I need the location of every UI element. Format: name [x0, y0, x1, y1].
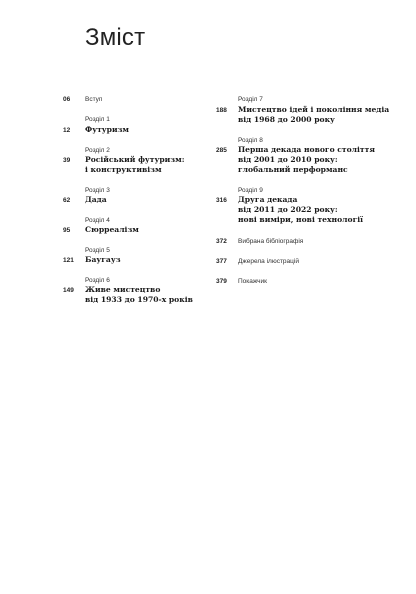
- toc-item-title[interactable]: Джерела ілюстрацій: [238, 258, 299, 265]
- toc-chapter-label: Розділ 5: [85, 247, 110, 254]
- toc-chapter-title[interactable]: Футуризм: [85, 125, 130, 134]
- toc-page-number: 06: [63, 96, 71, 103]
- toc-chapter-label: Розділ 8: [238, 137, 263, 144]
- toc-page-number: 12: [63, 127, 71, 134]
- toc-chapter-title[interactable]: Друга декада: [238, 195, 298, 204]
- toc-item-title[interactable]: Вступ: [85, 96, 103, 103]
- toc-chapter-label: Розділ 2: [85, 147, 110, 154]
- toc-page-number: 149: [63, 287, 74, 294]
- toc-page-number: 372: [216, 238, 227, 245]
- toc-chapter-title[interactable]: від 2011 до 2022 року:: [238, 205, 338, 214]
- toc-page-number: 379: [216, 278, 227, 285]
- toc-item-title[interactable]: Покажчик: [238, 278, 268, 285]
- toc-chapter-title[interactable]: глобальний перформанс: [238, 165, 348, 174]
- toc-chapter-title[interactable]: Мистецтво ідей і покоління медіа: [238, 105, 390, 114]
- toc-chapter-label: Розділ 6: [85, 277, 110, 284]
- toc-chapter-label: Розділ 7: [238, 96, 263, 103]
- toc-chapter-title[interactable]: Російський футуризм:: [85, 155, 185, 164]
- toc-chapter-title[interactable]: нові виміри, нові технології: [238, 215, 364, 224]
- toc-chapter-title[interactable]: Живе мистецтво: [85, 285, 161, 294]
- toc-page-number: 316: [216, 197, 227, 204]
- toc-page-number: 377: [216, 258, 227, 265]
- toc-chapter-title[interactable]: і конструктивізм: [85, 165, 162, 174]
- page-title: Зміст: [85, 24, 146, 51]
- toc-chapter-title[interactable]: Баугауз: [85, 255, 121, 264]
- toc-chapter-title[interactable]: від 2001 до 2010 року:: [238, 155, 338, 164]
- toc-chapter-title[interactable]: Сюрреалізм: [85, 225, 139, 234]
- toc-page-number: 95: [63, 227, 71, 234]
- toc-chapter-title[interactable]: від 1968 до 2000 року: [238, 115, 335, 124]
- toc-chapter-title[interactable]: від 1933 до 1970-х років: [85, 295, 193, 304]
- toc-page-number: 121: [63, 257, 74, 264]
- toc-chapter-title[interactable]: Дада: [85, 195, 107, 204]
- toc-chapter-label: Розділ 3: [85, 187, 110, 194]
- toc-chapter-label: Розділ 1: [85, 116, 110, 123]
- toc-item-title[interactable]: Вибрана бібліографія: [238, 238, 304, 245]
- toc-page-number: 62: [63, 197, 71, 204]
- toc-page-number: 188: [216, 107, 227, 114]
- toc-chapter-title[interactable]: Перша декада нового століття: [238, 145, 375, 154]
- toc-chapter-label: Розділ 4: [85, 217, 110, 224]
- toc-page-number: 285: [216, 147, 227, 154]
- toc-page-number: 39: [63, 157, 71, 164]
- toc-chapter-label: Розділ 9: [238, 187, 263, 194]
